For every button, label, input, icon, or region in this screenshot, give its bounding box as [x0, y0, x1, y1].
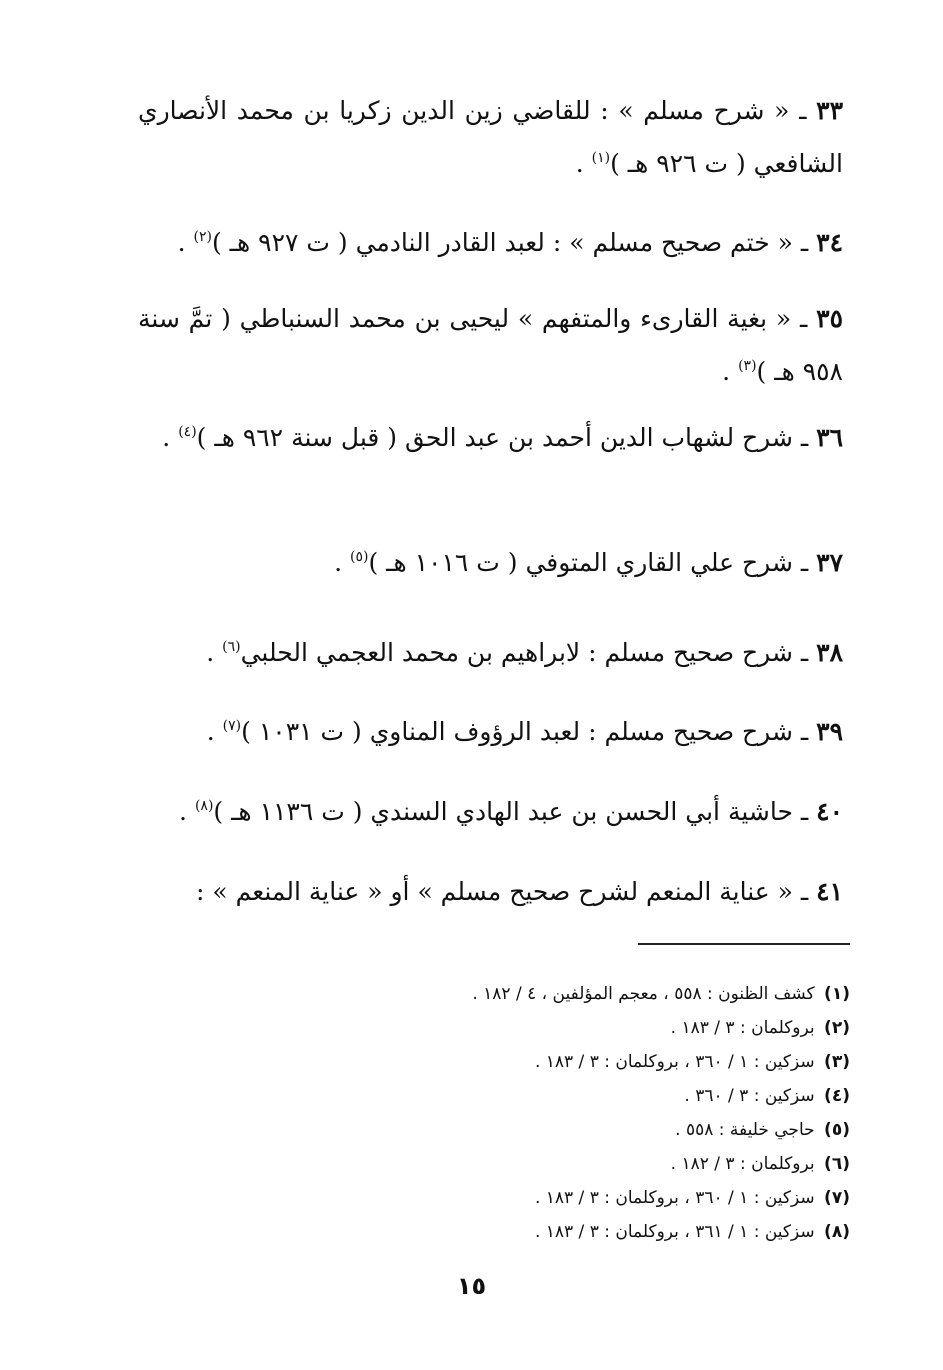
entry-36 [138, 411, 843, 464]
entry-41 [138, 865, 843, 918]
footnote-mark: (٨) [824, 1222, 850, 1242]
footnote-ref: (٨) [194, 798, 214, 814]
entry-number: ٣٥ [816, 304, 843, 333]
entry-number: ٣٦ [816, 423, 843, 452]
entry-34 [138, 216, 843, 269]
entry-end: . [162, 423, 179, 452]
footnote-item [150, 1079, 850, 1113]
entry-end: . [206, 638, 223, 667]
entry-text: ـ شرح صحيح مسلم : لعبد الرؤوف المناوي ( ت ١٠٣١ ) [241, 717, 817, 746]
entry-40 [138, 785, 843, 838]
footnote-mark: (٤) [824, 1086, 850, 1106]
entry-35 [138, 292, 843, 398]
footnote-ref: (٦) [222, 639, 241, 655]
footnote-mark: (٦) [824, 1154, 850, 1174]
footnote-mark: (١) [824, 984, 850, 1004]
footnote-ref: (٢) [193, 229, 212, 245]
footnote-mark: (٢) [824, 1018, 850, 1038]
footnote-text: سزكين : ١ / ٣٦١ ، بروكلمان : ٣ / ١٨٣ . [534, 1222, 815, 1242]
footnote-mark: (٧) [824, 1188, 850, 1208]
footnote-item [150, 1181, 850, 1215]
entry-end: . [575, 149, 592, 178]
footnote-text: سزكين : ٣ / ٣٦٠ . [684, 1086, 815, 1106]
entry-text: ـ « بغية القارىء والمتفهم » ليحيى بن محمد السنباطي ( تمَّ سنة ٩٥٨ هـ ) [138, 304, 843, 386]
footnote-mark: (٣) [824, 1052, 850, 1072]
entry-end: . [206, 717, 223, 746]
entry-text: ـ « ختم صحيح مسلم » : لعبد القادر النادمي ( ت ٩٢٧ هـ ) [211, 228, 817, 257]
entry-end: . [177, 228, 194, 257]
entry-33 [138, 84, 843, 190]
entry-number: ٣٨ [816, 638, 843, 667]
footnote-ref: (٥) [349, 549, 369, 565]
entry-number: ٣٤ [816, 228, 843, 257]
footnote-item [150, 1215, 850, 1249]
entry-end: . [722, 357, 739, 386]
footnote-item [150, 1045, 850, 1079]
entry-text: ـ شرح لشهاب الدين أحمد بن عبد الحق ( قبل سنة ٩٦٢ هـ ) [196, 423, 817, 452]
page-number: ١٥ [456, 1272, 487, 1300]
footnote-ref: (٣) [738, 358, 757, 374]
entry-end: . [334, 548, 350, 577]
footnote-text: بروكلمان : ٣ / ١٨٣ . [670, 1018, 815, 1038]
entry-number: ٤٠ [816, 797, 843, 826]
footnote-text: كشف الظنون : ٥٥٨ ، معجم المؤلفين ، ٤ / ١٨٢ . [472, 984, 815, 1004]
footnote-item [150, 1011, 850, 1045]
footnote-divider [638, 943, 850, 945]
footnote-item [150, 977, 850, 1011]
footnote-text: حاجي خليفة : ٥٥٨ . [675, 1120, 815, 1140]
footnote-item [150, 1147, 850, 1181]
entry-37 [138, 536, 843, 589]
footnote-item [150, 1113, 850, 1147]
entry-39 [138, 705, 843, 758]
footnote-ref: (١) [591, 150, 611, 166]
footnote-ref: (٧) [222, 718, 242, 734]
footnotes-list [150, 977, 850, 1249]
footnote-ref: (٤) [178, 424, 197, 440]
entry-38 [138, 626, 843, 679]
entry-text: ـ حاشية أبي الحسن بن عبد الهادي السندي ( ت ١١٣٦ هـ ) [213, 797, 817, 826]
entry-text: ـ « عناية المنعم لشرح صحيح مسلم » أو « عناية المنعم » : [196, 877, 817, 906]
entry-number: ٣٩ [816, 717, 843, 746]
footnote-text: بروكلمان : ٣ / ١٨٢ . [670, 1154, 815, 1174]
entry-text: ـ شرح علي القاري المتوفي ( ت ١٠١٦ هـ ) [368, 548, 817, 577]
entry-text: ـ شرح صحيح مسلم : لابراهيم بن محمد العجمي الحلبي [240, 638, 817, 667]
entry-number: ٤١ [816, 877, 843, 906]
entry-end: . [179, 797, 195, 826]
entry-text: ـ « شرح مسلم » : للقاضي زين الدين زكريا بن محمد الأنصاري الشافعي ( ت ٩٢٦ هـ ) [138, 96, 843, 178]
footnote-mark: (٥) [824, 1120, 850, 1140]
entry-number: ٣٧ [816, 548, 843, 577]
entry-number: ٣٣ [816, 96, 843, 125]
footnote-text: سزكين : ١ / ٣٦٠ ، بروكلمان : ٣ / ١٨٣ . [534, 1188, 815, 1208]
footnote-text: سزكين : ١ / ٣٦٠ ، بروكلمان : ٣ / ١٨٣ . [534, 1052, 815, 1072]
